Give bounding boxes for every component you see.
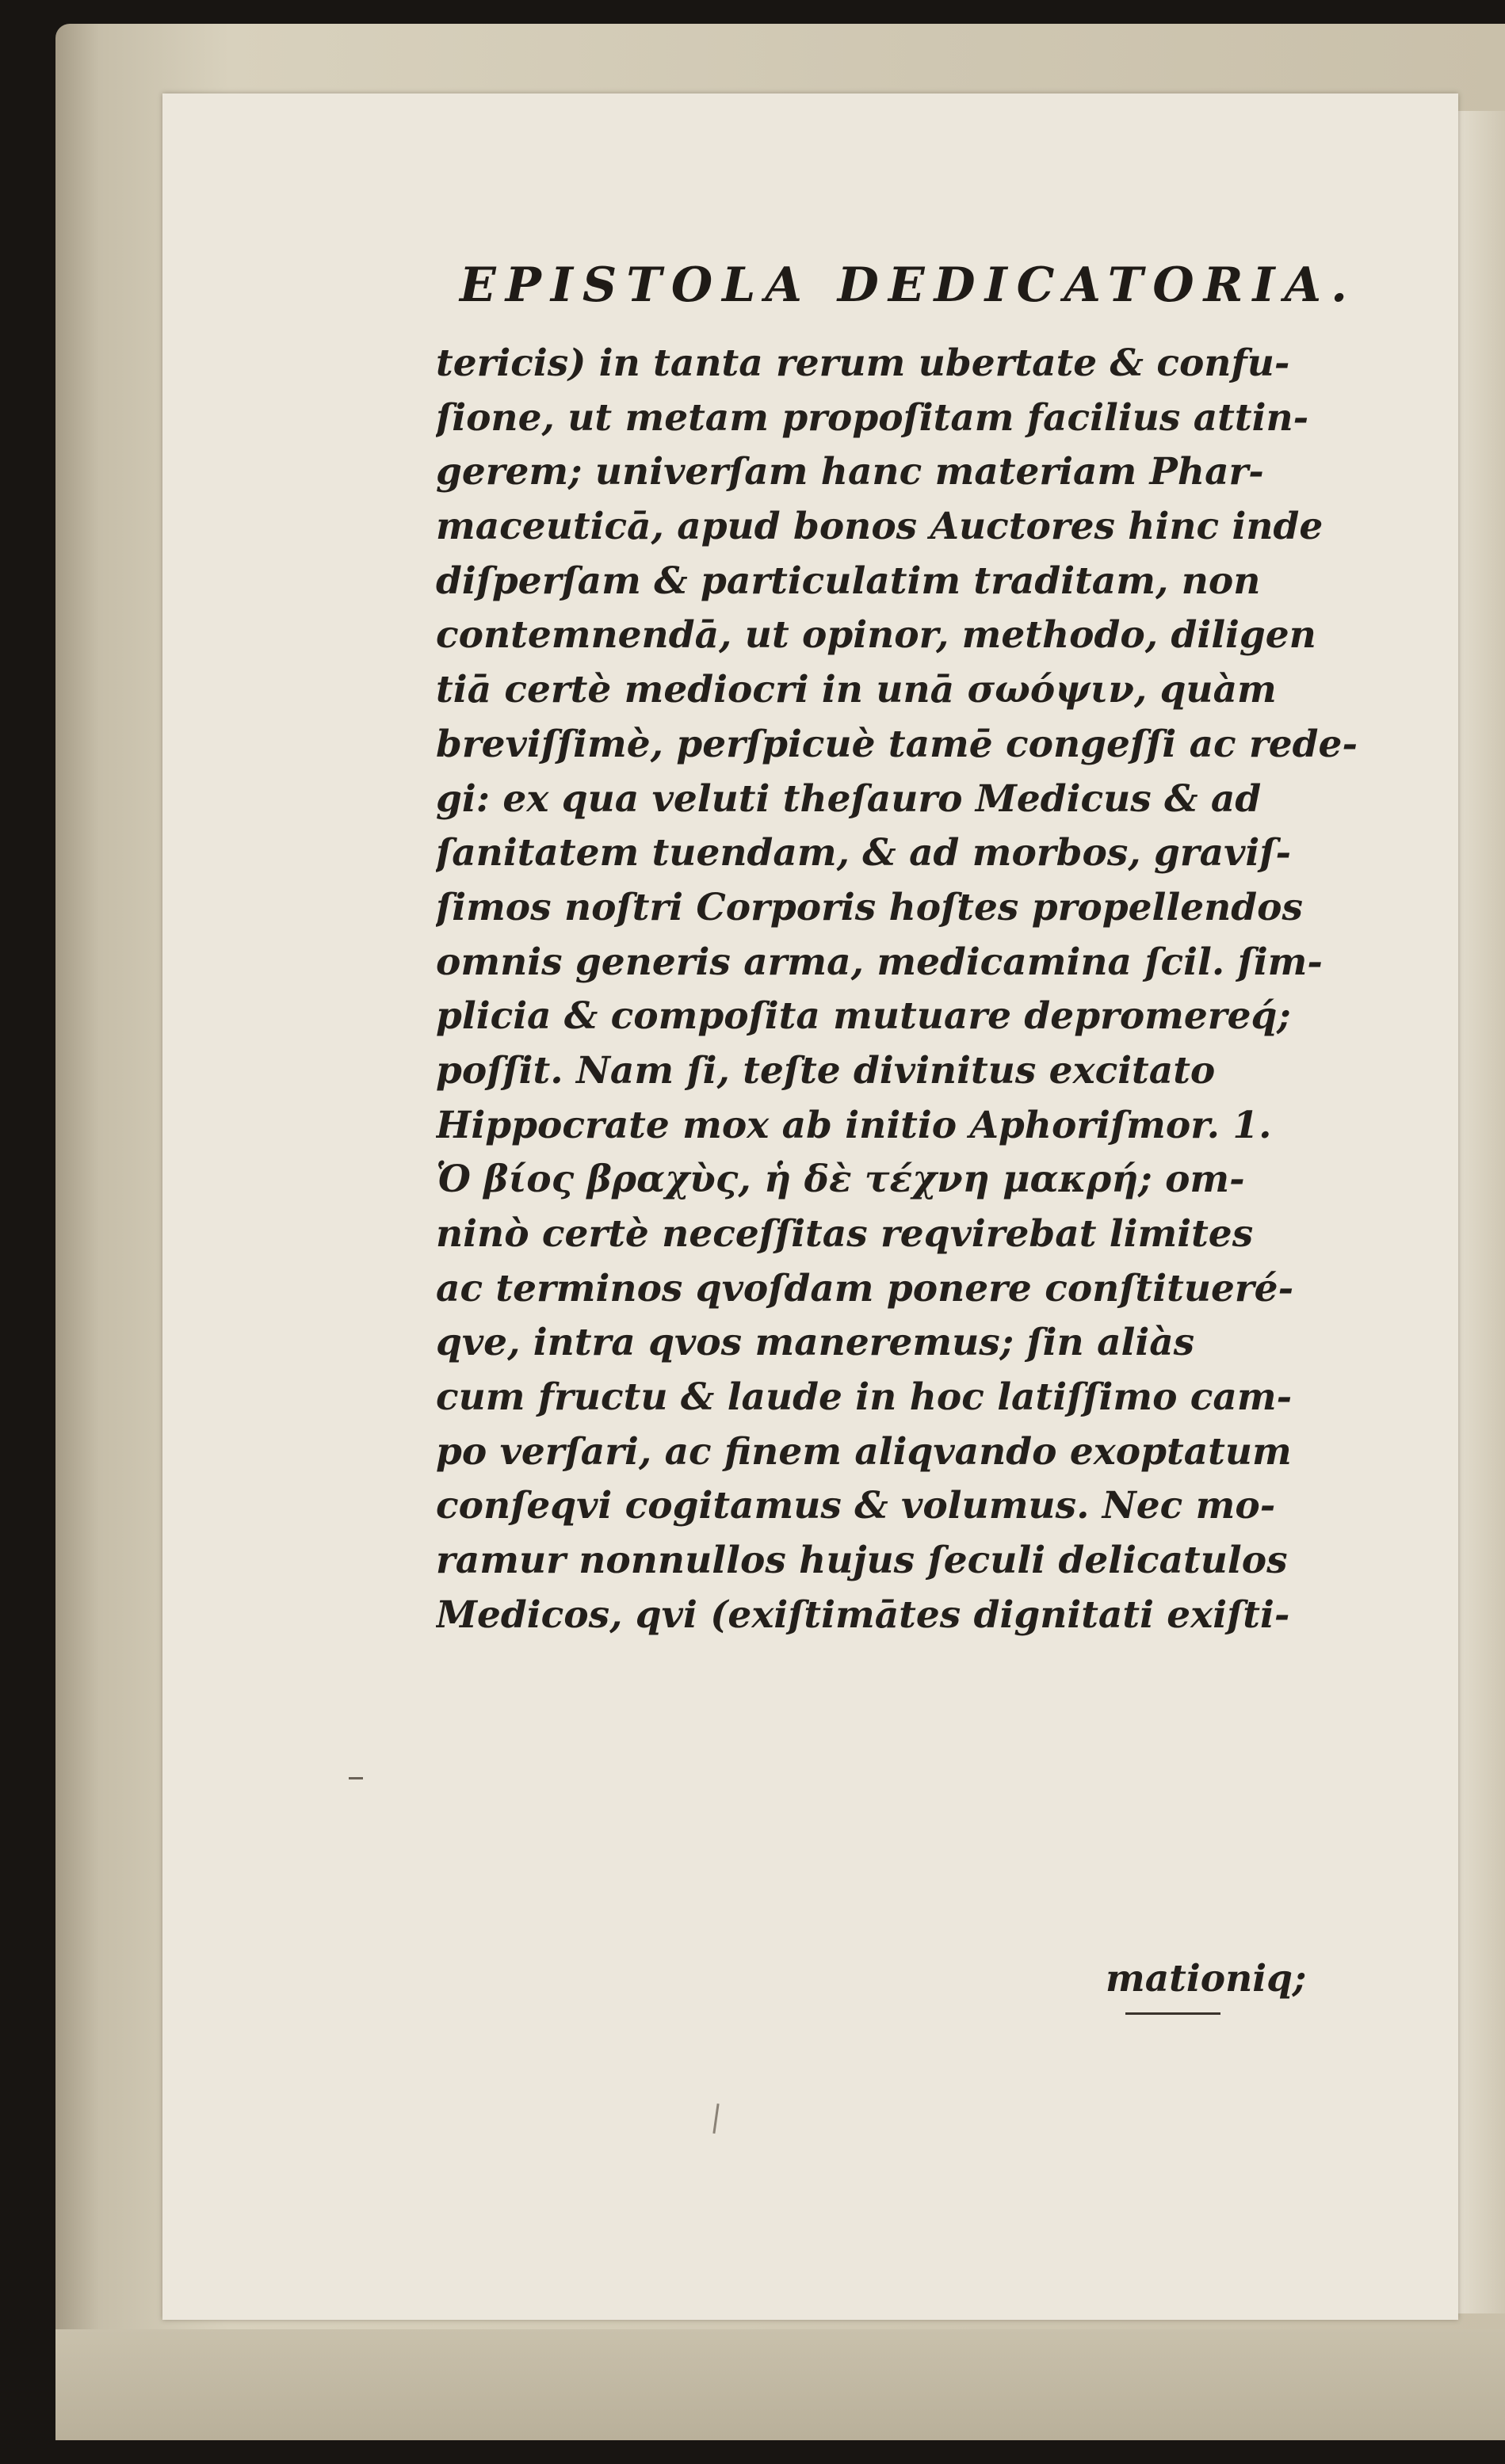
text-line: omnis generis arma, medicamina ſcil. ſim-: [436, 940, 1323, 984]
text-line: tericis) in tanta rerum ubertate & confu-: [436, 341, 1290, 385]
text-line: poſſit. Nam ſi, teſte divinitus excitato: [436, 1048, 1216, 1093]
catchword-rule: [1125, 2012, 1220, 2015]
text-line: ramur nonnullos hujus ſeculi delicatulos: [436, 1539, 1288, 1583]
text-line: ſimos noſtri Corporis hoſtes propellendos: [436, 885, 1303, 929]
text-line: qve, intra qvos maneremus; ſin aliàs: [436, 1321, 1195, 1365]
catchword: mationiq;: [1106, 1957, 1307, 2001]
body-text: [436, 337, 1371, 1643]
text-line: ninò certè neceſſitas reqvirebat limites: [436, 1212, 1254, 1256]
text-line: ac terminos qvoſdam ponere conſtitueré-: [436, 1266, 1294, 1310]
text-line: breviſſimè, perſpicuè tamē congeſſi ac rede-: [436, 722, 1358, 766]
text-line: cum fructu & laude in hoc latiſſimo cam-: [436, 1375, 1293, 1420]
text-line: Ὁ βίος βραχὺς, ἡ δὲ τέχνη μακρή; om-: [436, 1158, 1245, 1202]
text-line: maceuticā, apud bonos Auctores hinc inde: [436, 505, 1324, 549]
text-line: gerem; univerſam hanc materiam Phar-: [436, 450, 1264, 494]
text-line: conſeqvi cogitamus & volumus. Nec mo-: [436, 1484, 1276, 1528]
vellum-binding-bottom: [55, 2329, 1505, 2440]
text-line: plicia & compoſita mutuare depromereq́;: [436, 994, 1291, 1039]
margin-mark: [349, 1777, 363, 1779]
running-header: EPISTOLA DEDICATORIA.: [460, 257, 1357, 313]
facing-page-edge: [1458, 111, 1505, 2313]
text-line: ſanitatem tuendam, & ad morbos, graviſ-: [436, 831, 1291, 875]
text-line: Medicos, qvi (exiſtimātes dignitati exiſti-: [436, 1592, 1290, 1637]
text-line: tiā certè mediocri in unā σωόψιν, quàm: [436, 668, 1277, 712]
text-line: Hippocrate mox ab initio Aphoriſmor. 1.: [436, 1103, 1272, 1147]
text-line: diſperſam & particulatim traditam, non: [436, 559, 1261, 603]
text-line: gi: ex qua veluti theſauro Medicus & ad: [436, 776, 1262, 821]
text-line: ſione, ut metam propoſitam facilius attin-: [436, 395, 1309, 440]
text-line: contemnendā, ut opinor, methodo, diligen: [436, 613, 1316, 658]
text-line: po verſari, ac finem aliqvando exoptatum: [436, 1429, 1292, 1474]
